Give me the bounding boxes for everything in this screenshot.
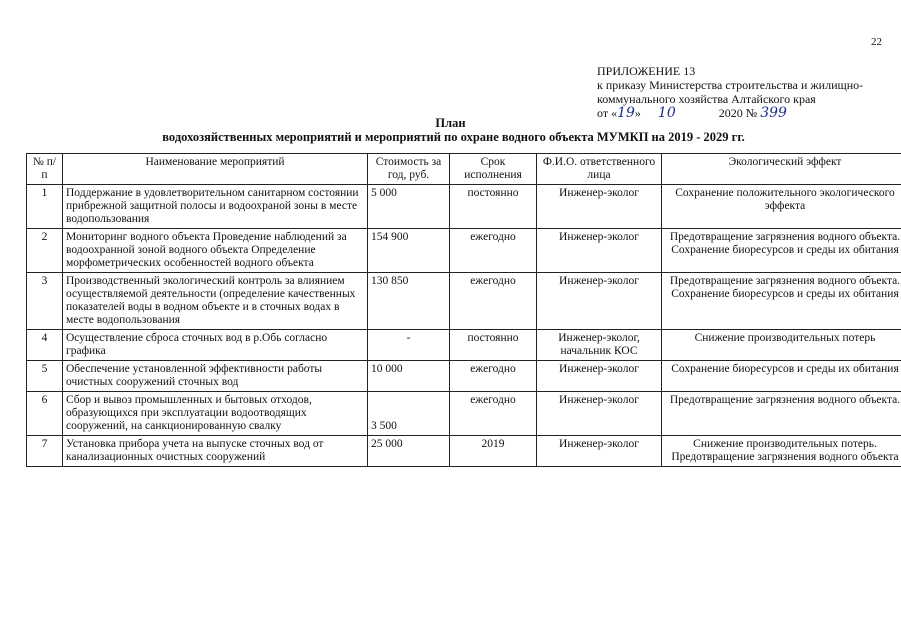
row-cost: 10 000 bbox=[368, 361, 450, 392]
appendix-header bbox=[597, 64, 863, 120]
row-num: 4 bbox=[27, 330, 63, 361]
row-effect: Предотвращение загрязнения водного объекта. bbox=[662, 392, 901, 436]
row-num: 5 bbox=[27, 361, 63, 392]
row-name: Мониторинг водного объекта Проведение наблюдений за водоохранной зоной водного объекта Определение морфометрических особенностей водного объекта bbox=[63, 229, 368, 273]
row-num: 3 bbox=[27, 273, 63, 330]
row-term: ежегодно bbox=[450, 273, 537, 330]
row-person: Инженер-эколог bbox=[537, 392, 662, 436]
row-name: Обеспечение установленной эффективности работы очистных сооружений сточных вод bbox=[63, 361, 368, 392]
table-row bbox=[27, 436, 901, 467]
row-cost: 25 000 bbox=[368, 436, 450, 467]
row-name: Производственный экологический контроль за влиянием осуществляемой деятельности (определение качественных показателей воды в водном объекте и в сточных водах в месте водопользования bbox=[63, 273, 368, 330]
row-num: 7 bbox=[27, 436, 63, 467]
row-term: постоянно bbox=[450, 330, 537, 361]
row-name: Установка прибора учета на выпуске сточных вод от канализационных очистных сооружений bbox=[63, 436, 368, 467]
header-person: Ф.И.О. ответственного лица bbox=[537, 154, 662, 185]
row-person: Инженер-эколог bbox=[537, 229, 662, 273]
row-num: 2 bbox=[27, 229, 63, 273]
date-year: 2020 № bbox=[718, 106, 758, 120]
table-header-row bbox=[27, 154, 901, 185]
date-mid: » bbox=[634, 106, 641, 120]
table-row bbox=[27, 273, 901, 330]
row-name: Сбор и вывоз промышленных и бытовых отходов, образующихся при эксплуатации водоотводящих сооружений, на санкционированную свалку bbox=[63, 392, 368, 436]
row-name: Поддержание в удовлетворительном санитарном состоянии прибрежной защитной полосы и водоохраной зоны в месте водопользования bbox=[63, 185, 368, 229]
date-prefix: от « bbox=[597, 106, 618, 120]
measures-table bbox=[26, 153, 901, 467]
table-row bbox=[27, 229, 901, 273]
row-cost: - bbox=[368, 330, 450, 361]
row-cost: 3 500 bbox=[368, 392, 450, 436]
row-effect: Снижение производительных потерь. Предотвращение загрязнения водного объекта bbox=[662, 436, 901, 467]
header-effect: Экологический эффект bbox=[662, 154, 901, 185]
row-cost: 5 000 bbox=[368, 185, 450, 229]
table-row bbox=[27, 361, 901, 392]
row-cost: 154 900 bbox=[368, 229, 450, 273]
row-term: 2019 bbox=[450, 436, 537, 467]
row-person: Инженер-эколог bbox=[537, 185, 662, 229]
row-person: Инженер-эколог bbox=[537, 361, 662, 392]
row-effect: Снижение производительных потерь bbox=[662, 330, 901, 361]
header-cost: Стоимость за год, руб. bbox=[368, 154, 450, 185]
header-name: Наименование мероприятий bbox=[63, 154, 368, 185]
appendix-title: ПРИЛОЖЕНИЕ 13 bbox=[597, 64, 696, 78]
row-effect: Предотвращение загрязнения водного объекта. Сохранение биоресурсов и среды их обитания bbox=[662, 229, 901, 273]
row-name: Осуществление сброса сточных вод в р.Обь согласно графика bbox=[63, 330, 368, 361]
row-person: Инженер-эколог, начальник КОС bbox=[537, 330, 662, 361]
handwritten-order-number: 399 bbox=[760, 105, 787, 121]
row-person: Инженер-эколог bbox=[537, 273, 662, 330]
handwritten-month: 10 bbox=[657, 105, 676, 121]
appendix-line-2: коммунального хозяйства Алтайского края bbox=[597, 92, 816, 106]
appendix-line-1: к приказу Министерства строительства и жилищно- bbox=[597, 78, 864, 92]
table-row bbox=[27, 330, 901, 361]
plan-title: План bbox=[435, 116, 466, 130]
row-num: 6 bbox=[27, 392, 63, 436]
plan-subtitle: водохозяйственных мероприятий и мероприятий по охране водного объекта МУМКП на 2019 - 2029 гг. bbox=[162, 130, 745, 144]
page-number: 22 bbox=[871, 36, 882, 48]
row-person: Инженер-эколог bbox=[537, 436, 662, 467]
handwritten-day: 19 bbox=[617, 105, 635, 121]
row-effect: Сохранение биоресурсов и среды их обитания bbox=[662, 361, 901, 392]
row-effect: Предотвращение загрязнения водного объекта. Сохранение биоресурсов и среды их обитания bbox=[662, 273, 901, 330]
table-row bbox=[27, 185, 901, 229]
row-effect: Сохранение положительного экологического эффекта bbox=[662, 185, 901, 229]
table-row bbox=[27, 392, 901, 436]
header-num: № п/п bbox=[27, 154, 63, 185]
header-term: Срок исполнения bbox=[450, 154, 537, 185]
row-term: ежегодно bbox=[450, 229, 537, 273]
plan-title-block bbox=[0, 116, 901, 144]
row-term: постоянно bbox=[450, 185, 537, 229]
row-term: ежегодно bbox=[450, 361, 537, 392]
row-term: ежегодно bbox=[450, 392, 537, 436]
row-num: 1 bbox=[27, 185, 63, 229]
row-cost: 130 850 bbox=[368, 273, 450, 330]
